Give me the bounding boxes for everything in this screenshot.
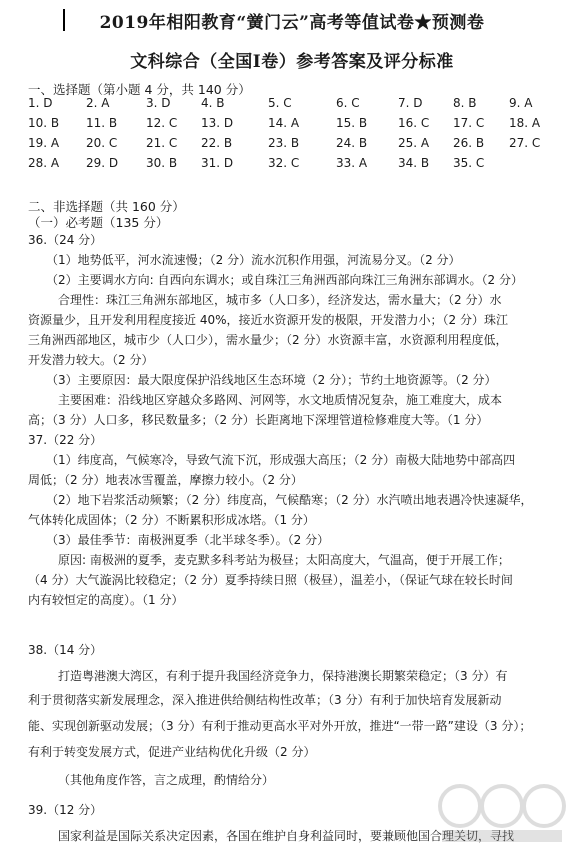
choice-answer: 4. B [201,96,225,110]
choice-answer: 34. B [398,156,430,170]
choice-answer: 29. D [86,156,119,170]
choice-answer: 3. D [146,96,171,110]
answer-line: 高；（3 分）人口多，移民数量多；（2 分）长距离地下深埋管道检修难度大等。（1 分） [28,413,489,427]
required-section-header: （一）必考题（135 分） [28,215,169,230]
choice-answer: 12. C [146,116,178,130]
choice-answer: 32. C [268,156,300,170]
choice-answer: 33. A [336,156,368,170]
choice-answer: 8. B [453,96,477,110]
choice-answer: 5. C [268,96,292,110]
choice-answer: 19. A [28,136,60,150]
choice-answer: 24. B [336,136,368,150]
choice-answer: 18. A [509,116,541,130]
section-two-header: 二、非选择题（共 160 分） [28,199,185,214]
choice-answer: 31. D [201,156,234,170]
answer-line: 能、实现创新驱动发展；（3 分）有利于推动更高水平对外开放，推进“一带一路”建设（3 分）； [28,719,532,733]
choice-answer: 26. B [453,136,485,150]
choice-answer: 28. A [28,156,60,170]
choice-answer: 9. A [509,96,533,110]
answer-line: （2）主要调水方向: 自西向东调水；或自珠江三角洲西部向珠江三角洲东部调水。（2 分） [46,273,523,287]
choice-answer: 2. A [86,96,110,110]
answer-line: 开发潜力较大。（2 分） [28,353,154,367]
answer-line: 周低；（2 分）地表冰雪覆盖，摩擦力较小。（2 分） [28,473,303,487]
choice-answer: 1. D [28,96,53,110]
choice-answer: 21. C [146,136,178,150]
choice-answer: 11. B [86,116,118,130]
choice-answer: 17. C [453,116,485,130]
choice-answer: 7. D [398,96,423,110]
watermark-logo-icon [432,776,572,846]
answer-line: 利于贯彻落实新发展理念，深入推进供给侧结构性改革；（3 分）有利于加快培育发展新动 [28,693,502,707]
answer-line: 合理性：珠江三角洲东部地区，城市多（人口多），经济发达，需水量大；（2 分）水 [58,293,502,307]
answer-line: 气体转化成固体；（2 分）不断累积形成冰塔。（1 分） [28,513,315,527]
answer-line: （1）地势低平，河水流速慢；（2 分）流水沉积作用强，河流易分叉。（2 分） [46,253,461,267]
choice-answer: 23. B [268,136,300,150]
answer-line: 36.（24 分） [28,233,103,247]
choice-answer: 13. D [201,116,234,130]
choice-answer: 16. C [398,116,430,130]
answer-row [28,136,568,152]
answer-line: （3）最佳季节：南极洲夏季（北半球冬季）。（2 分） [46,533,330,547]
choice-answer: 20. C [86,136,118,150]
answer-line: 37.（22 分） [28,433,103,447]
choice-answer: 30. B [146,156,178,170]
answer-line: （1）纬度高，气候寒冷，导致气流下沉，形成强大高压；（2 分）南极大陆地势中部高四 [46,453,516,467]
answer-line: （2）地下岩浆活动频繁；（2 分）纬度高，气候酷寒；（2 分）水汽喷出地表遇冷快速凝华， [46,493,533,507]
answer-line: 主要困难：沿线地区穿越众多路网、河网等，水文地质情况复杂，施工难度大，成本 [58,393,503,407]
answer-line: （3）主要原因：最大限度保护沿线地区生态环境（2 分）；节约土地资源等。（2 分） [46,373,497,387]
answer-row [28,116,568,132]
answer-line: 38.（14 分） [28,643,103,657]
choice-answer: 10. B [28,116,60,130]
choice-answer: 14. A [268,116,300,130]
answer-line: （其他角度作答，言之成理，酌情给分） [58,773,275,787]
answer-line: （4 分）大气漩涡比较稳定；（2 分）夏季持续日照（极昼），温差小，（保证气球在较长时间 [28,573,513,587]
choice-answer: 35. C [453,156,485,170]
answer-line: 原因: 南极洲的夏季，麦克默多科考站为极昼；太阳高度大，气温高，便于开展工作； [58,553,510,567]
answer-line: 打造粤港澳大湾区，有利于提升我国经济竞争力，保持港澳长期繁荣稳定；（3 分）有 [58,669,508,683]
answer-line: 内有较恒定的高度）。（1 分） [28,593,184,607]
choice-answer: 27. C [509,136,541,150]
answer-line: 三角洲西部地区，城市少（人口少），需水量少；（2 分）水资源丰富，水资源利用程度低， [28,333,508,347]
document-title: 2019年相阳教育“黉门云”高考等值试卷★预测卷 [99,13,485,33]
choice-answer: 25. A [398,136,430,150]
answer-line: 39.（12 分） [28,803,103,817]
answer-line: 国家利益是国际关系决定因素，各国在维护自身利益同时，要兼顾他国合理关切，寻找 [58,829,515,843]
choice-answer: 15. B [336,116,368,130]
document-subtitle: 文科综合（全国Ⅰ卷）参考答案及评分标准 [130,52,454,72]
answer-line: 资源量少，且开发利用程度接近 40%，接近水资源开发的极限，开发潜力小；（2 分）珠江 [28,313,508,327]
choice-answer: 22. B [201,136,233,150]
answer-line: 有利于转变发展方式，促进产业结构优化升级（2 分） [28,745,316,759]
choice-answer: 6. C [336,96,360,110]
section-one-header: 一、选择题（第小题 4 分，共 140 分） [28,82,251,97]
answer-row [28,156,568,172]
answer-row [28,96,568,112]
